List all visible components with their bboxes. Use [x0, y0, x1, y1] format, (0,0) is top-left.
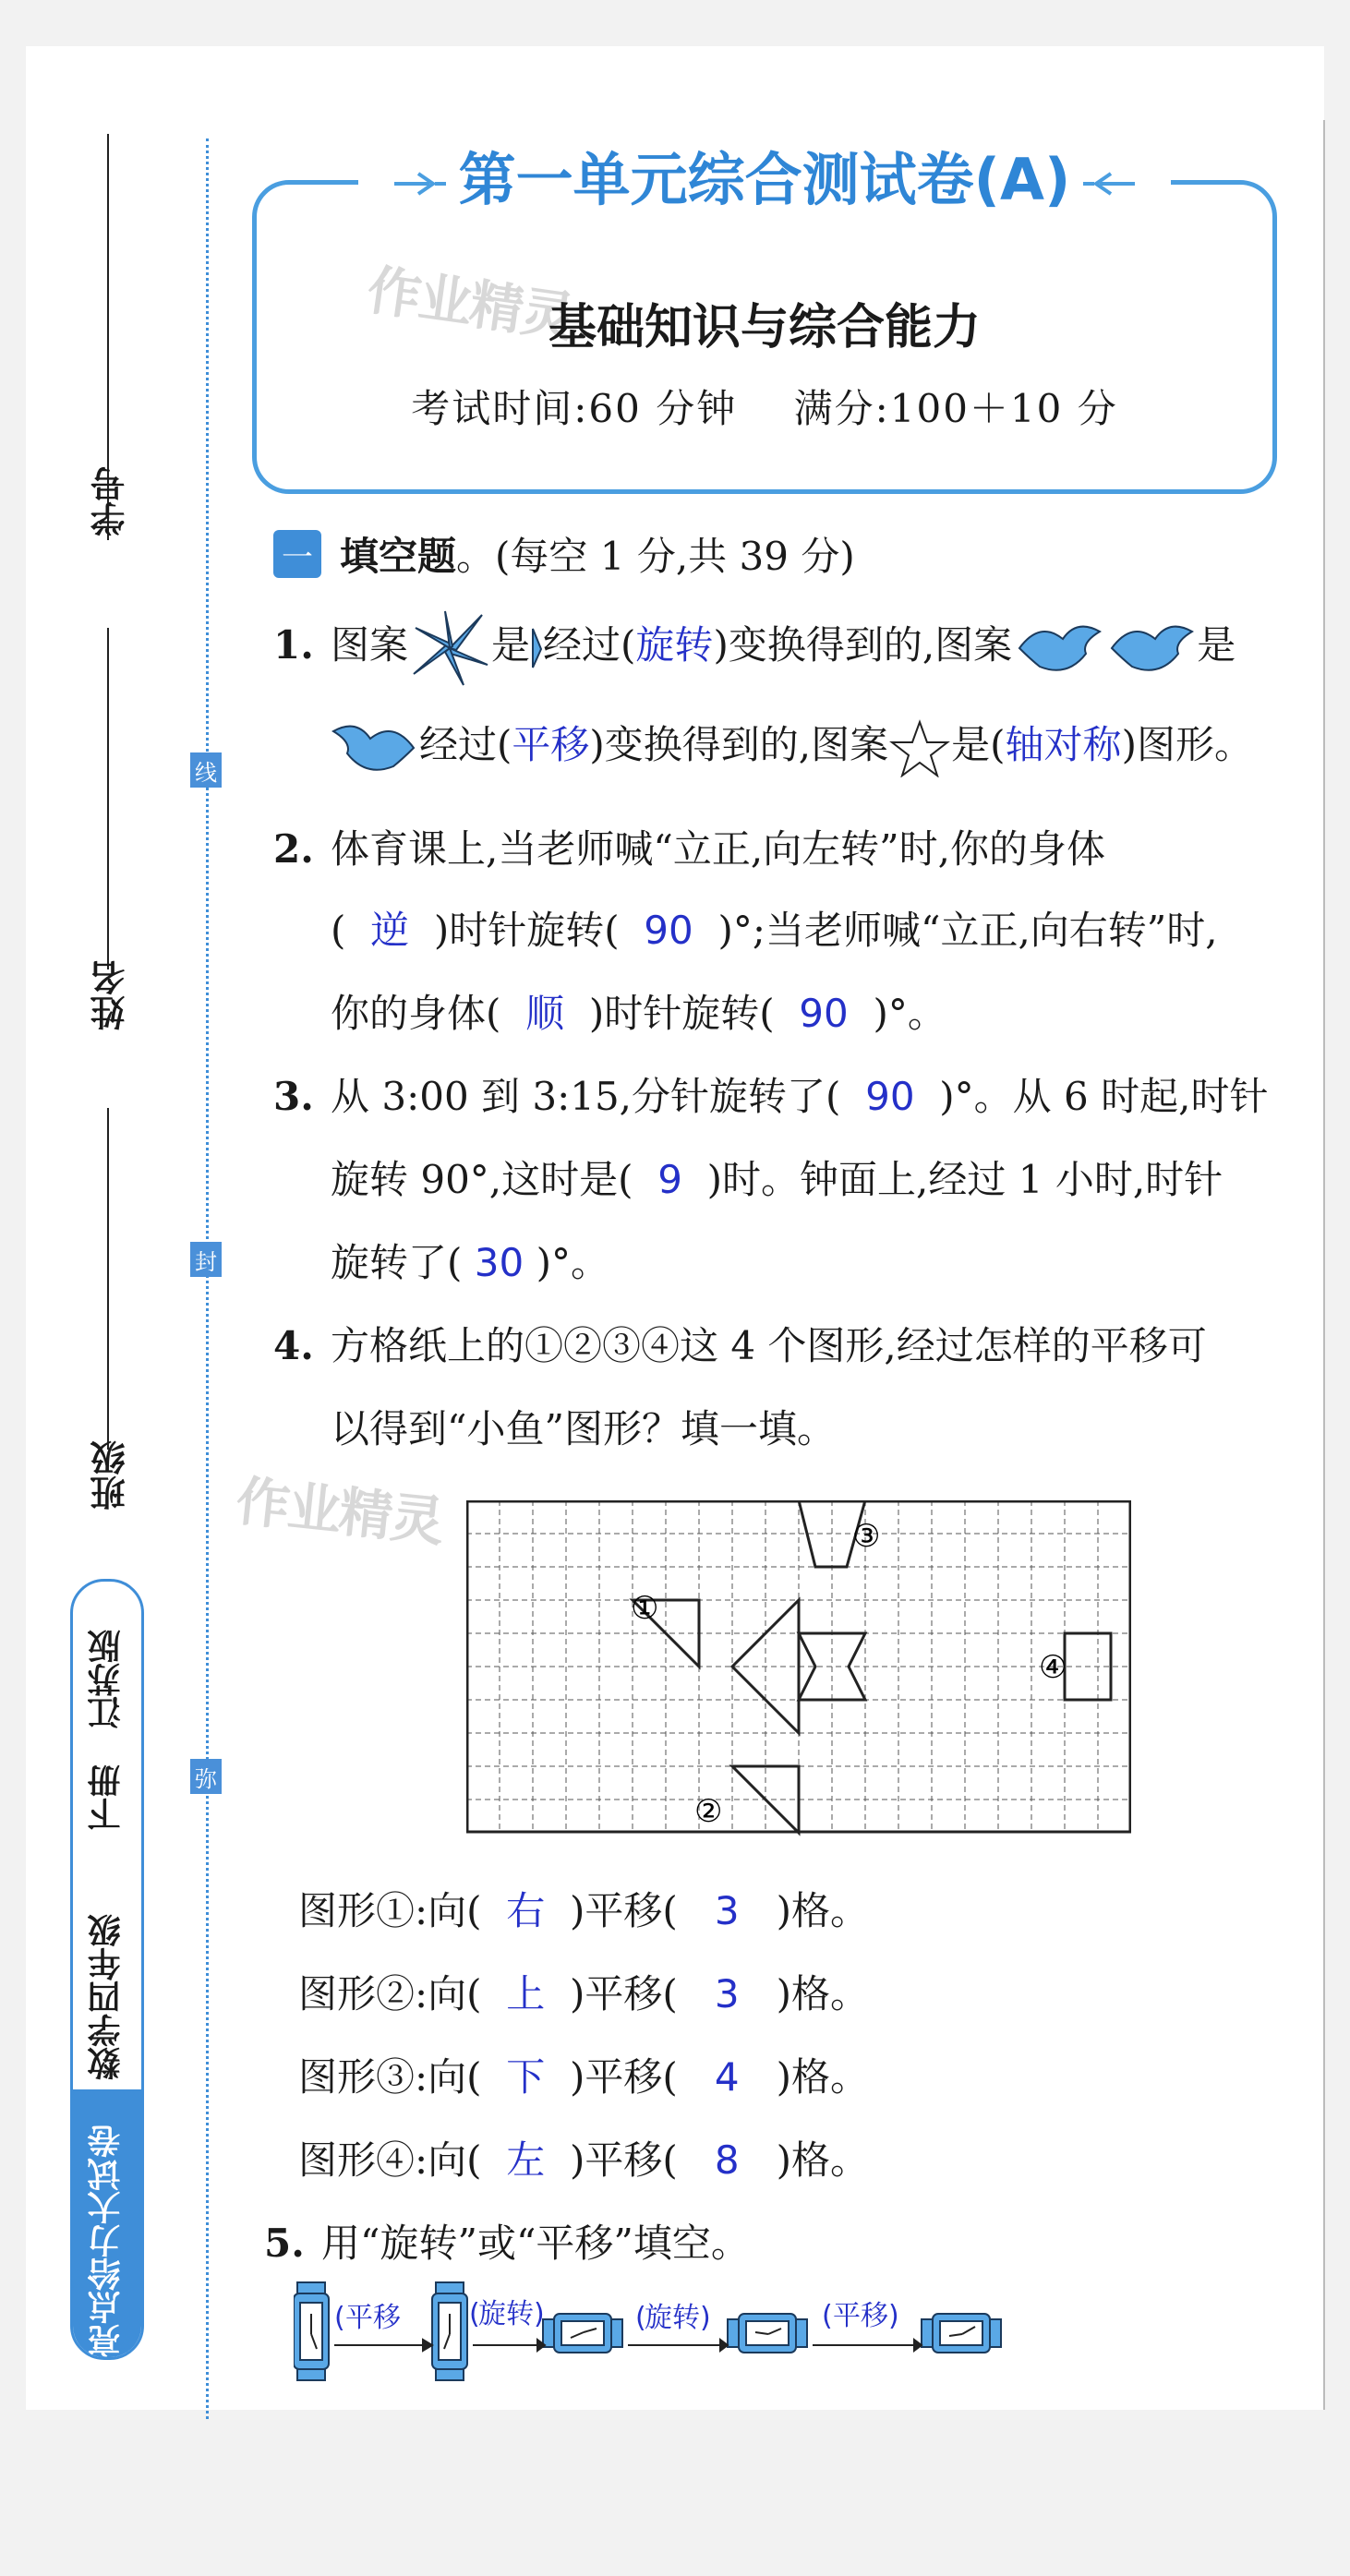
q3-line2: 旋转 90°,这时是( 9 )时。钟面上,经过 1 小时,时针	[331, 1157, 1223, 1202]
shape-2	[732, 1766, 799, 1833]
svg-text:(: (	[469, 2298, 480, 2330]
student-id-label: 学号	[90, 466, 131, 536]
step-2-answer: 旋转	[478, 2298, 534, 2330]
series-brand: 亮点给力大试卷	[73, 2089, 141, 2357]
shape-1-label: ①	[631, 1590, 659, 1627]
binding-strip	[26, 46, 201, 2410]
step-1-answer: 平移	[345, 2302, 401, 2334]
section-number: 一	[273, 530, 321, 578]
cut-mark-feng: 封	[190, 1242, 222, 1277]
watch-sequence	[294, 2279, 1106, 2389]
series-badge	[70, 1579, 144, 2360]
star-pinwheel-icon	[408, 609, 491, 687]
q4-line1: 4. 方格纸上的①②③④这 4 个图形,经过怎样的平移可	[273, 1323, 1207, 1368]
watch-2-icon	[432, 2282, 467, 2380]
series-edition: 江苏版	[88, 1630, 126, 1729]
blade-icon	[530, 627, 543, 669]
watermark: 作业精灵	[363, 258, 577, 350]
q3-line1: 3. 从 3:00 到 3:15,分针旋转了( 90 )°。从 6 时起,时针	[273, 1074, 1269, 1119]
class-line	[107, 1108, 109, 1450]
cut-mark-mi: 弥	[190, 1759, 222, 1794]
page-subtitle: 基础知识与综合能力	[548, 300, 981, 355]
title-ornament-right-icon	[1081, 170, 1137, 198]
name-label: 姓名	[90, 960, 131, 1030]
exam-time: 考试时间:60 分钟	[411, 386, 738, 431]
grid-figure	[466, 1500, 1131, 1842]
series-volume: 下册	[88, 1764, 126, 1831]
title-ornament-left-icon	[392, 170, 448, 198]
shape-3-label: ③	[852, 1518, 881, 1555]
svg-text:(: (	[635, 2302, 646, 2334]
watch-4-icon	[728, 2314, 807, 2353]
watch-5-icon	[922, 2314, 1001, 2353]
svg-text:): )	[888, 2300, 899, 2332]
name-line	[107, 628, 109, 969]
series-grade: 数学四年级	[88, 1914, 126, 2080]
q3-line3: 旋转了( 30 )°。	[331, 1240, 609, 1285]
exam-page	[26, 46, 1324, 2410]
q2-line2: ( 逆 )时针旋转( 90 )°;当老师喊“立正,向右转”时,	[331, 908, 1218, 953]
q4-row-3: 图形③:向( 下 )平移( 4 )格。	[298, 2054, 869, 2100]
q4-row-2: 图形②:向( 上 )平移( 3 )格。	[298, 1971, 869, 2016]
step-4-answer: 平移	[833, 2300, 888, 2332]
watch-1-icon	[294, 2282, 329, 2380]
star-outline-icon	[888, 718, 951, 777]
svg-text:): )	[534, 2298, 545, 2330]
section-heading	[273, 526, 855, 582]
svg-text:(: (	[334, 2302, 345, 2334]
section-title: 填空题	[340, 534, 457, 579]
watch-3-icon	[543, 2314, 622, 2353]
svg-text:(: (	[822, 2300, 833, 2332]
cut-line	[206, 138, 209, 2419]
q1-line1: 1. 图案 是 经过(旋转)变换得到的,图案 是	[273, 609, 1235, 687]
q4-line2: 以得到“小鱼”图形？填一填。	[331, 1406, 836, 1451]
q4-row-1: 图形①:向( 右 )平移( 3 )格。	[298, 1888, 869, 1933]
page-title: 第一单元综合测试卷(A)	[358, 143, 1171, 217]
q4-row-4: 图形④:向( 左 )平移( 8 )格。	[298, 2137, 869, 2183]
cut-mark-xian: 线	[190, 752, 222, 788]
bird-icon	[331, 711, 419, 785]
svg-text:): )	[700, 2302, 711, 2334]
q5-line1: 5. 用“旋转”或“平移”填空。	[264, 2221, 750, 2266]
full-score: 满分:100＋10 分	[793, 386, 1118, 431]
section-note: 。(每空 1 分,共 39 分)	[456, 534, 855, 579]
shape-2-label: ②	[694, 1793, 723, 1830]
shape-4-label: ④	[1039, 1649, 1067, 1686]
step-3-answer: 旋转	[645, 2302, 700, 2334]
q2-line3: 你的身体( 顺 )时针旋转( 90 )°。	[331, 991, 946, 1036]
watermark-2: 作业精灵	[233, 1469, 446, 1554]
q2-line1: 2. 体育课上,当老师喊“立正,向左转”时,你的身体	[273, 826, 1105, 872]
page-edge	[1323, 120, 1325, 2410]
class-label: 班级	[90, 1440, 131, 1511]
q1-line2: 经过(平移)变换得到的,图案 是(轴对称)图形。	[331, 711, 1253, 785]
exam-info	[252, 379, 1277, 434]
two-birds-icon	[1012, 611, 1197, 685]
